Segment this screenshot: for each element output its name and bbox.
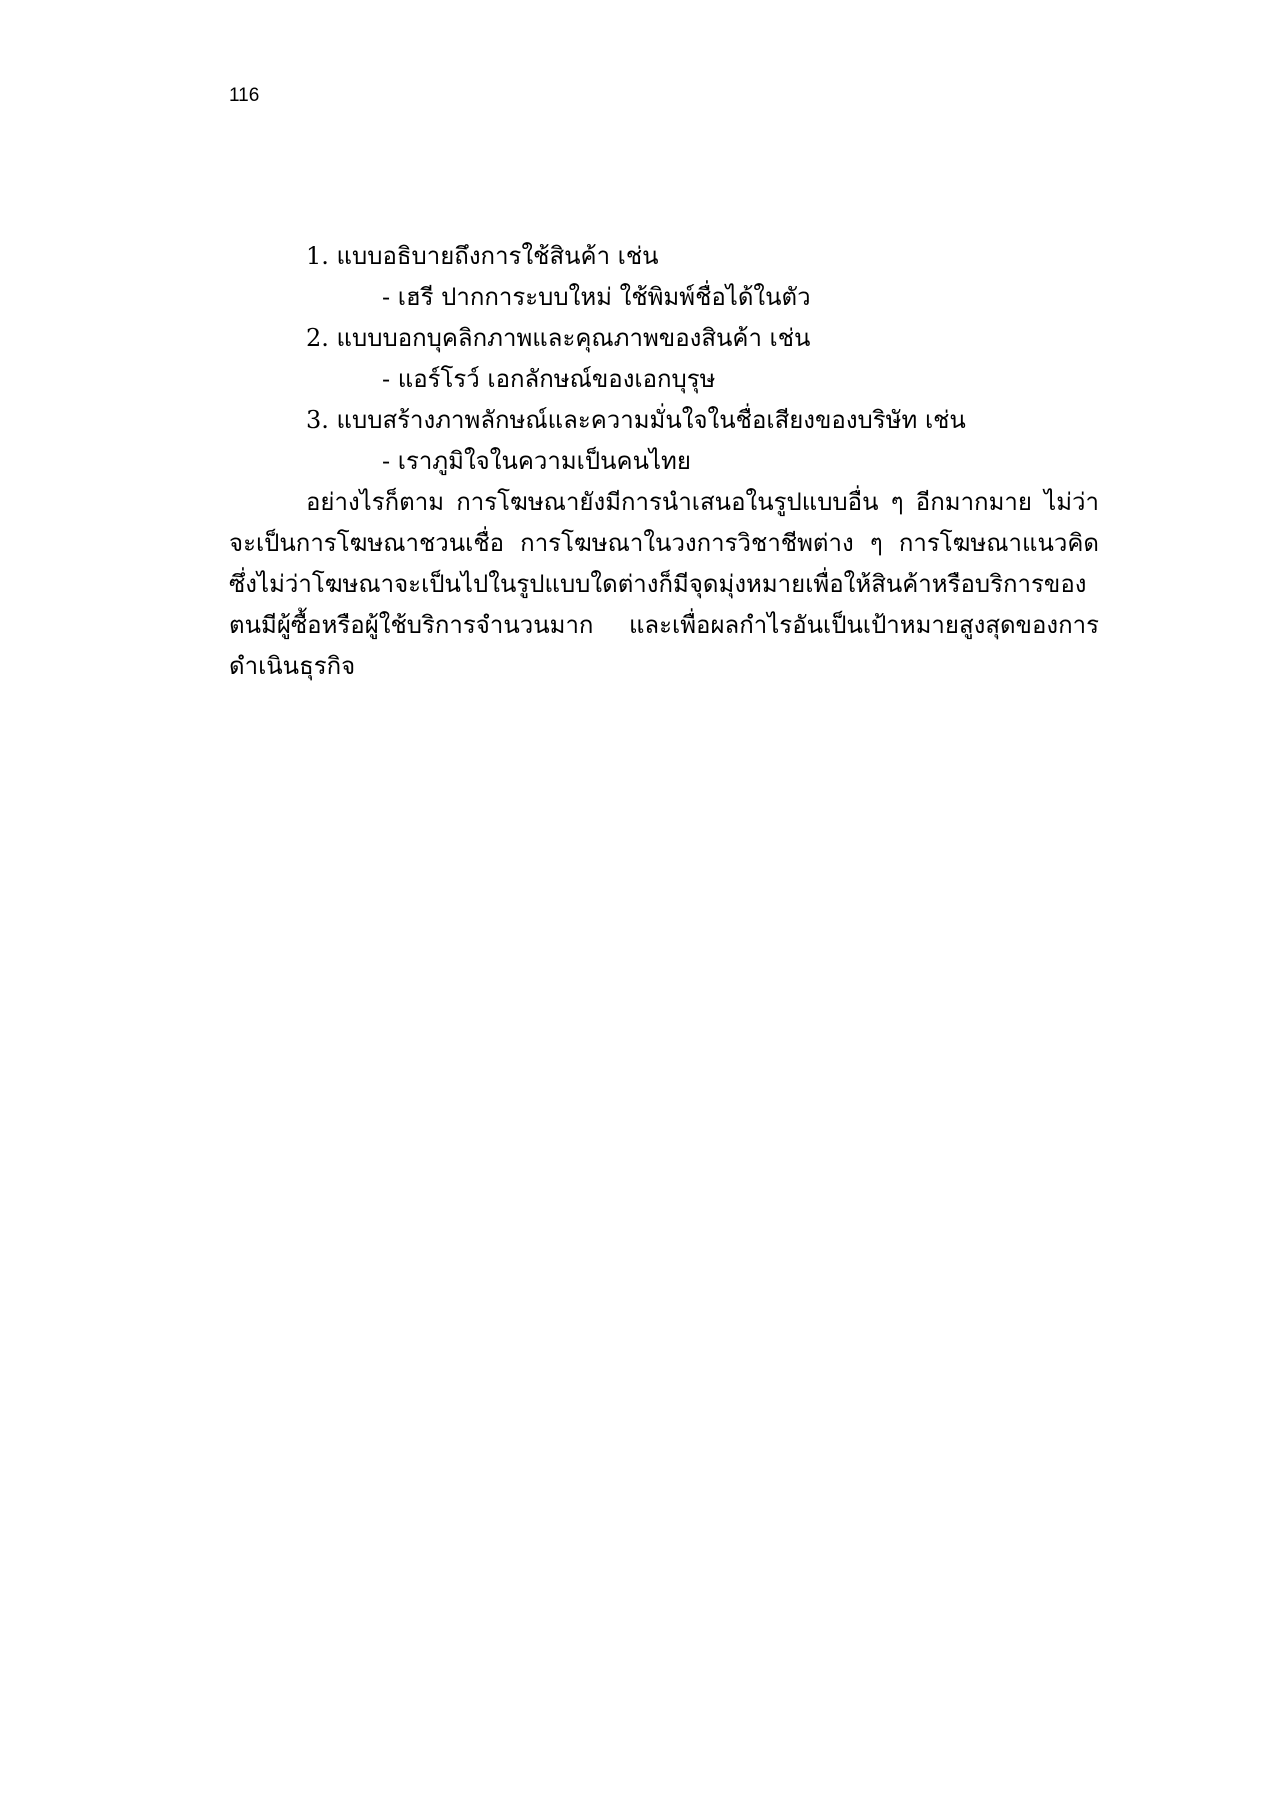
body-paragraph: อย่างไรก็ตาม การโฆษณายังมีการนำเสนอในรูปแบบอื่น ๆ อีกมากมาย ไม่ว่าจะเป็นการโฆษณาชวนเชื่อ การโฆษณาในวงการวิชาชีพต่าง ๆ การโฆษณาแนวคิด ซึ่งไม่ว่าโฆษณาจะเป็นไปในรูปแบบใดต่างก็มีจุดมุ่งหมายเพื่อให้สินค้าหรือบริการของตนมีผู้ซื้อหรือผู้ใช้บริการจำนวนมาก และเพื่อผลกำไรอันเป็นเป้าหมายสูงสุดของการดำเนินธุรกิจ bbox=[229, 488, 1099, 680]
list-item-2: 2. แบบบอกบุคลิกภาพและคุณภาพของสินค้า เช่น bbox=[306, 324, 811, 352]
list-item-1: 1. แบบอธิบายถึงการใช้สินค้า เช่น bbox=[306, 242, 659, 270]
page-number: 116 bbox=[229, 85, 260, 106]
list-item-3-example: - เราภูมิใจในความเป็นคนไทย bbox=[382, 447, 691, 475]
list-item-3: 3. แบบสร้างภาพลักษณ์และความมั่นใจในชื่อเสียงของบริษัท เช่น bbox=[306, 406, 966, 434]
list-item-2-example: - แอร์โรว์ เอกลักษณ์ของเอกบุรุษ bbox=[382, 365, 716, 393]
page-body bbox=[229, 236, 1099, 687]
list-item-1-example: - เฮรี ปากการะบบใหม่ ใช้พิมพ์ชื่อได้ในตัว bbox=[382, 283, 811, 311]
